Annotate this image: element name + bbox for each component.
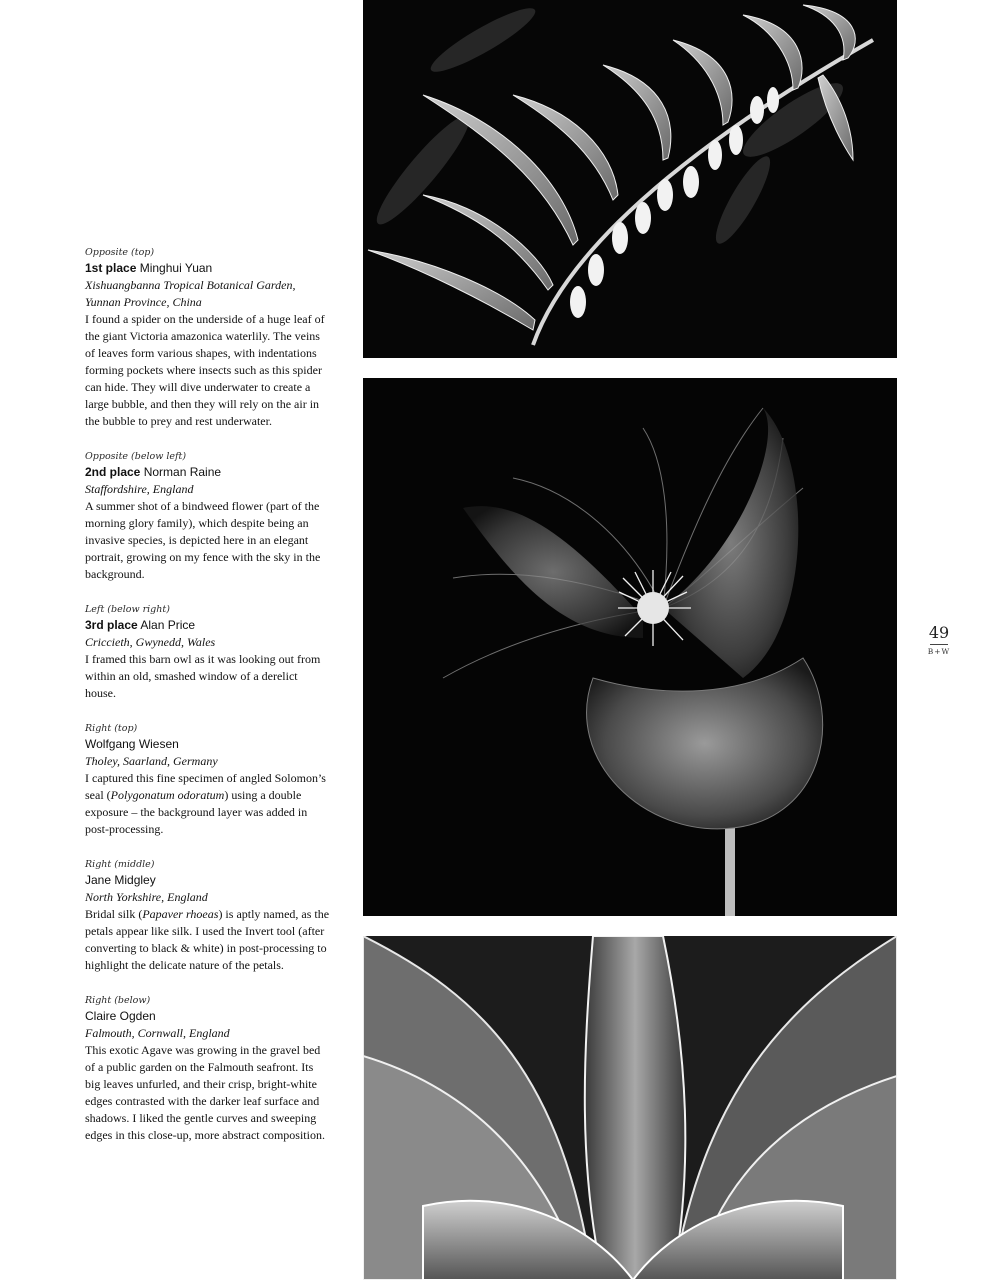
caption-heading — [85, 260, 330, 277]
photographer-name: Norman Raine — [143, 465, 222, 479]
caption-entry — [85, 994, 330, 1144]
photographer-name: Wolfgang Wiesen — [85, 737, 179, 751]
caption-heading — [85, 464, 330, 481]
description-text: ) using a double exposure – the background layer was added in post-processing. — [85, 788, 308, 836]
caption-reference: Right (below) — [85, 995, 151, 1006]
caption-description: A summer shot of a bindweed flower (part of the morning glory family), which despite being an invasive species, is depicted here in an elegant portrait, growing on my fence with the sky in the background. — [85, 499, 321, 581]
page-number: 49 — [928, 623, 950, 642]
caption-location: Criccieth, Gwynedd, Wales — [85, 635, 216, 649]
description-text: ) is aptly named, as the petals appear like silk. I used the Invert tool (after converting to black & white) in post-processing to highlight the delicate nature of the petals. — [85, 907, 330, 972]
photo-poppy — [363, 378, 897, 916]
caption-reference: Left (below right) — [85, 604, 170, 615]
caption-heading — [85, 617, 330, 634]
caption-location: Xishuangbanna Tropical Botanical Garden, Yunnan Province, China — [85, 278, 296, 309]
photo-agave — [363, 936, 897, 1280]
caption-reference: Right (top) — [85, 723, 138, 734]
description-text: Bridal silk ( — [85, 907, 143, 921]
award-place: 1st place — [85, 261, 137, 275]
caption-description: I framed this barn owl as it was looking out from within an old, smashed window of a derelict house. — [85, 652, 321, 700]
caption-description: I found a spider on the underside of a huge leaf of the giant Victoria amazonica waterlily. The veins of leaves form various shapes, with indentations forming pockets where insects such as this spider can hide. They will dive underwater to create a large bubble, and then they will rely on the air in the bubble to prey and rest underwater. — [85, 312, 325, 428]
caption-entry — [85, 722, 330, 838]
caption-description: This exotic Agave was growing in the gravel bed of a public garden on the Falmouth seafront. Its big leaves unfurled, and their crisp, bright-white edges contrasted with the darker leaf surface and shadows. I liked the gentle curves and sweeping edges in this close-up, more abstract composition. — [85, 1043, 325, 1142]
caption-location: Falmouth, Cornwall, England — [85, 1026, 230, 1040]
caption-location: Tholey, Saarland, Germany — [85, 754, 218, 768]
description-text: I captured this fine specimen of angled Solomon’s seal ( — [85, 771, 326, 802]
caption-description — [85, 906, 330, 974]
caption-column — [85, 246, 330, 1164]
photographer-name: Claire Ogden — [85, 1009, 156, 1023]
caption-entry — [85, 246, 330, 430]
caption-reference: Opposite (below left) — [85, 451, 187, 462]
caption-reference: Opposite (top) — [85, 247, 155, 258]
magazine-brand: B+W — [927, 647, 951, 656]
caption-entry — [85, 858, 330, 974]
caption-entry — [85, 450, 330, 583]
caption-entry — [85, 603, 330, 702]
caption-reference: Right (middle) — [85, 859, 155, 870]
award-place: 2nd place — [85, 465, 141, 479]
species-name: Polygonatum odoratum — [110, 788, 225, 802]
photographer-name: Alan Price — [140, 618, 196, 632]
species-name: Papaver rhoeas — [142, 907, 219, 921]
page-folio — [918, 624, 960, 656]
photographer-name: Jane Midgley — [85, 873, 156, 887]
folio-divider — [930, 644, 948, 645]
photographer-name: Minghui Yuan — [139, 261, 213, 275]
photo-solomons-seal — [363, 0, 897, 358]
award-place: 3rd place — [85, 618, 138, 632]
caption-location: North Yorkshire, England — [85, 890, 208, 904]
caption-location: Staffordshire, England — [85, 482, 194, 496]
caption-description — [85, 770, 330, 838]
